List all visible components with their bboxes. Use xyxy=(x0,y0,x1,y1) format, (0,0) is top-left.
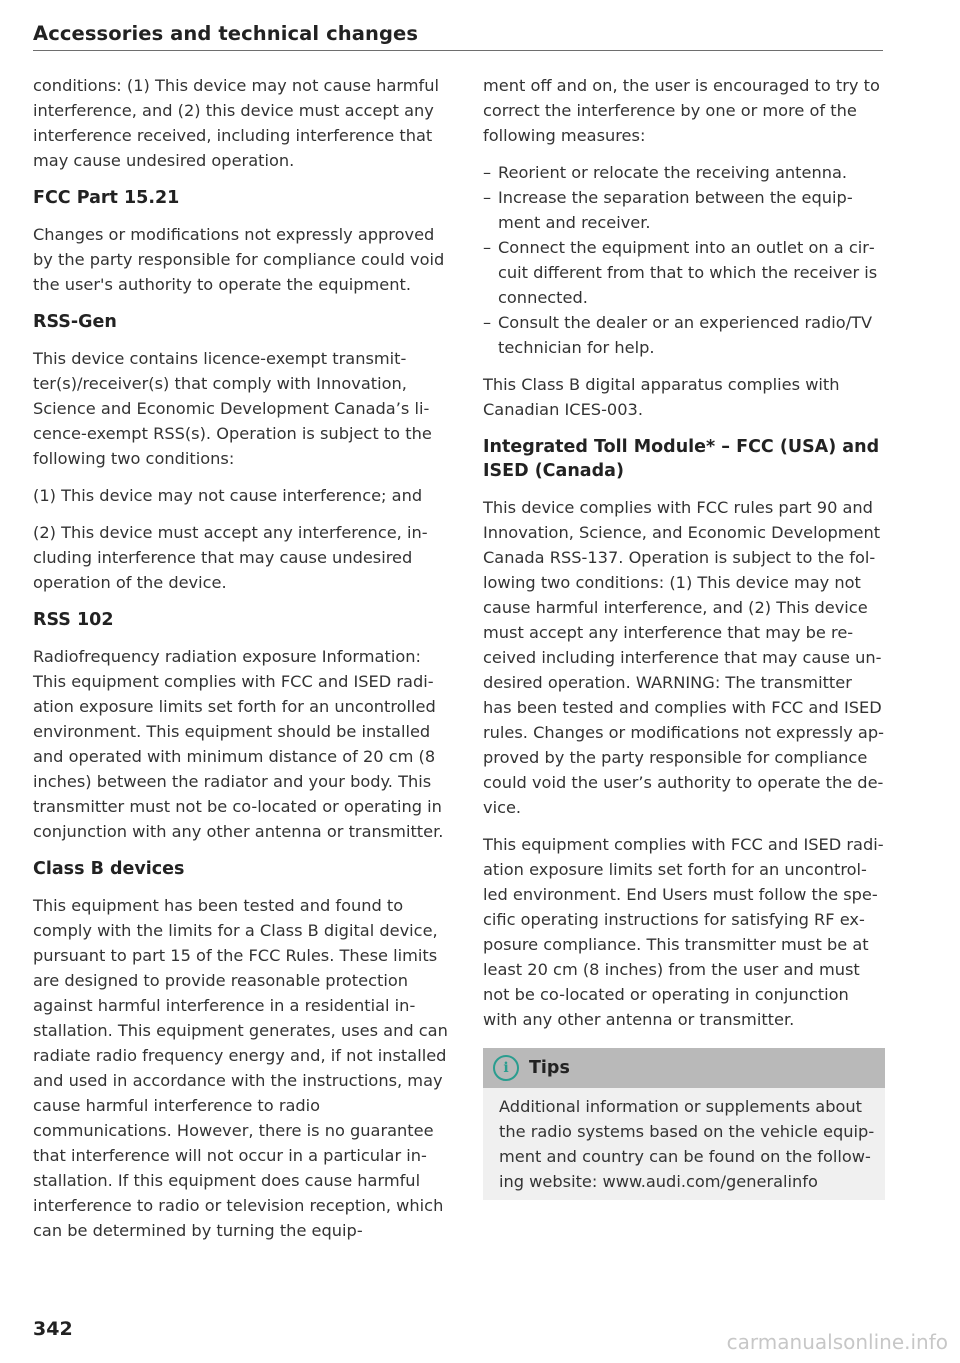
fcc-15-21-heading: FCC Part 15.21 xyxy=(33,188,180,208)
page-header xyxy=(33,22,883,51)
class-b-text: This equipment has been tested and found to comply with the limits for a Class B digital device, pursuant to part 15 of the FCC Rules. These limits are designed to provide reasonable protection against harmful interference in a residential installation. This equipment generates, uses and can radiate radio frequency energy and, if not installed and used in accordance with the instructions, may cause harmful interference to radio communications. However, there is no guarantee that interference will not occur in a particular installation. If this equipment does cause harmful interference to radio or television reception, which can be determined by turning the equip- xyxy=(33,896,448,1240)
rss-gen-heading: RSS-Gen xyxy=(33,312,117,332)
rss-102-heading: RSS 102 xyxy=(33,610,114,630)
continuation-paragraph: ment off and on, the user is encouraged to try to correct the interference by one or more of the following measures: xyxy=(483,76,880,145)
class-b-heading: Class B devices xyxy=(33,859,185,879)
measure-item: – Reorient or relocate the receiving antenna. xyxy=(483,160,885,185)
tips-header xyxy=(483,1048,885,1088)
page-number: 342 xyxy=(33,1318,73,1340)
fcc-15-21-text: Changes or modifications not expressly approved by the party responsible for compliance could void the user's authority to operate the equipment. xyxy=(33,225,445,294)
rss-102-text: Radiofrequency radiation exposure Information: This equipment complies with FCC and ISED radiation exposure limits set forth for an uncontrolled environment. This equipment should be installed and operated with minimum distance of 20 cm (8 inches) between the radiator and your body. This transmitter must not be co-located or operating in conjunction with any other antenna or transmitter. xyxy=(33,647,444,841)
tips-label: Tips xyxy=(529,1057,570,1078)
section-title: Accessories and technical changes xyxy=(33,22,419,45)
toll-module-text-2: This equipment complies with FCC and ISED radiation exposure limits set forth for an uncontrolled environment. End Users must follow the specific operating instructions for satisfying RF exposure compliance. This transmitter must be at least 20 cm (8 inches) from the user and must not be co-located or operating in conjunction with any other antenna or transmitter. xyxy=(483,835,884,1029)
info-icon: i xyxy=(493,1055,519,1081)
measures-list xyxy=(483,160,885,360)
rss-gen-text: This device contains licence-exempt transmitter(s)/receiver(s) that comply with Innovation, Science and Economic Development Canada’s licence-exempt RSS(s). Operation is subject to the following two conditions: xyxy=(33,349,432,468)
measure-item: – Consult the dealer or an experienced radio/TV technician for help. xyxy=(483,310,885,360)
rss-gen-condition-2: (2) This device must accept any interference, including interference that may cause undesired operation of the device. xyxy=(33,523,428,592)
intro-paragraph: conditions: (1) This device may not cause harmful interference, and (2) this device must accept any interference received, including interference that may cause undesired operation. xyxy=(33,76,439,170)
measure-item: – Increase the separation between the equipment and receiver. xyxy=(483,185,885,235)
measure-item: – Connect the equipment into an outlet on a circuit different from that to which the receiver is connected. xyxy=(483,235,885,310)
watermark: carmanualsonline.info xyxy=(726,1330,948,1354)
tips-text: Additional information or supplements about the radio systems based on the vehicle equipment and country can be found on the following website: www.audi.com/generalinfo xyxy=(499,1097,875,1191)
right-column xyxy=(483,73,885,1200)
toll-module-heading: Integrated Toll Module* – FCC (USA) and ISED (Canada) xyxy=(483,437,880,481)
tips-box xyxy=(483,1048,885,1200)
rss-gen-condition-1: (1) This device may not cause interference; and xyxy=(33,486,423,505)
ices-paragraph: This Class B digital apparatus complies with Canadian ICES-003. xyxy=(483,375,840,419)
toll-module-text-1: This device complies with FCC rules part 90 and Innovation, Science, and Economic Development Canada RSS-137. Operation is subject to the following two conditions: (1) This device may not cause harmful interference, and (2) This device must accept any interference that may be received including interference that may cause undesired operation. WARNING: The transmitter has been tested and complies with FCC and ISED rules. Changes or modifications not expressly approved by the party responsible for compliance could void the user’s authority to operate the device. xyxy=(483,498,884,817)
left-column xyxy=(33,73,451,1255)
